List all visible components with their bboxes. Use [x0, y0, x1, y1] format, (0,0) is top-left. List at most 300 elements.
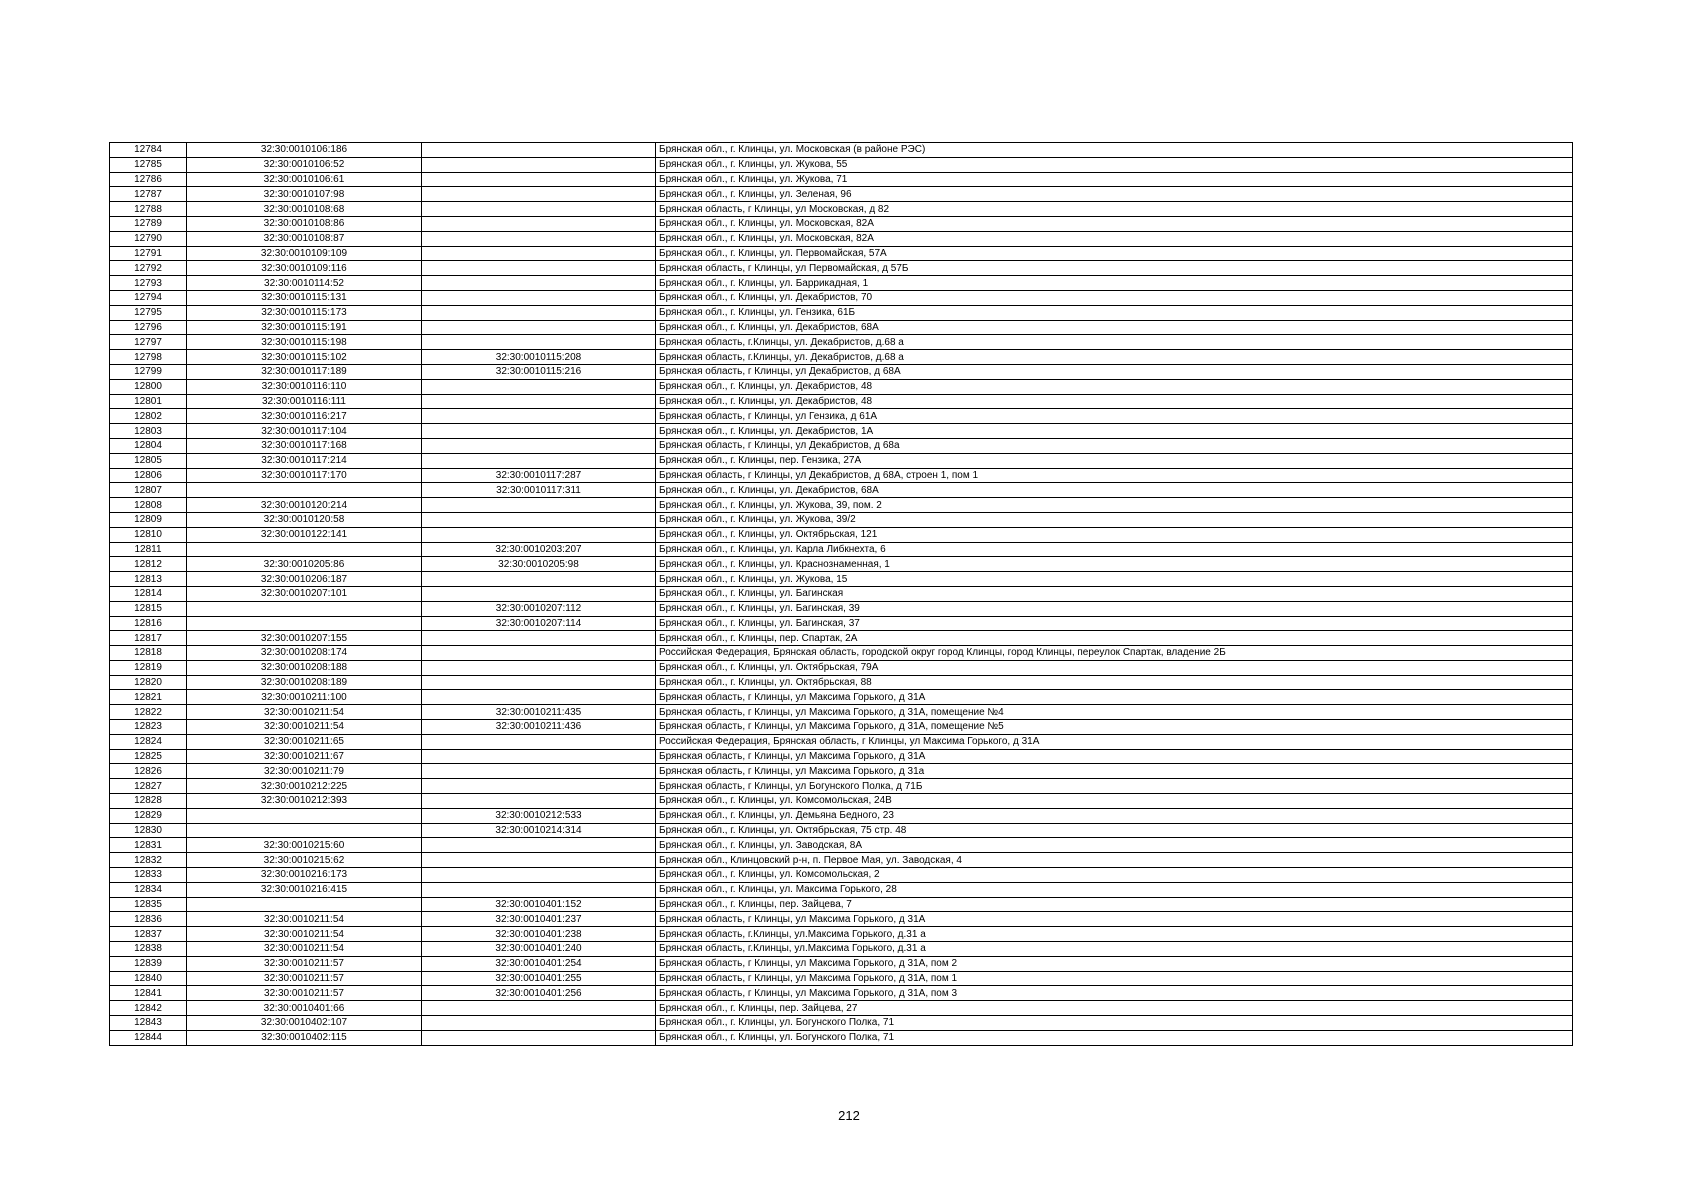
address-cell: Брянская обл., г. Клинцы, ул. Гензика, 61Б [656, 305, 1573, 320]
table-row [110, 956, 1573, 971]
table-row [110, 690, 1573, 705]
cadastral-number-object-cell [422, 1030, 656, 1045]
row-number-cell: 12835 [110, 897, 187, 912]
table-row [110, 246, 1573, 261]
table-row [110, 527, 1573, 542]
table-row [110, 483, 1573, 498]
cadastral-number-object-cell [422, 586, 656, 601]
address-cell: Брянская область, г.Клинцы, ул.Максима Горького, д.31 а [656, 927, 1573, 942]
row-number-cell: 12820 [110, 675, 187, 690]
row-number-cell: 12800 [110, 379, 187, 394]
row-number-cell: 12799 [110, 364, 187, 379]
row-number-cell: 12826 [110, 764, 187, 779]
page-number: 212 [838, 1108, 860, 1123]
row-number-cell: 12794 [110, 290, 187, 305]
cadastral-number-object-cell [422, 424, 656, 439]
row-number-cell: 12825 [110, 749, 187, 764]
row-number-cell: 12805 [110, 453, 187, 468]
cadastral-number-object-cell: 32:30:0010203:207 [422, 542, 656, 557]
address-cell: Брянская обл., г. Клинцы, ул. Декабристов, 68А [656, 320, 1573, 335]
cadastral-number-object-cell: 32:30:0010401:152 [422, 897, 656, 912]
cadastral-number-parcel-cell [187, 823, 422, 838]
row-number-cell: 12840 [110, 971, 187, 986]
cadastral-number-object-cell: 32:30:0010214:314 [422, 823, 656, 838]
cadastral-number-parcel-cell [187, 616, 422, 631]
cadastral-number-parcel-cell: 32:30:0010115:131 [187, 290, 422, 305]
address-cell: Брянская обл., г. Клинцы, ул. Жукова, 15 [656, 572, 1573, 587]
table-row [110, 143, 1573, 158]
cadastral-number-parcel-cell: 32:30:0010108:87 [187, 231, 422, 246]
cadastral-number-object-cell [422, 143, 656, 158]
cadastral-number-parcel-cell: 32:30:0010107:98 [187, 187, 422, 202]
address-cell: Брянская область, г Клинцы, ул Максима Горького, д 31А [656, 749, 1573, 764]
address-cell: Российская Федерация, Брянская область, городской округ город Клинцы, город Клинцы, переулок Спартак, владение 2Б [656, 646, 1573, 661]
table-row [110, 542, 1573, 557]
address-cell: Брянская обл., г. Клинцы, ул. Московская (в районе РЭС) [656, 143, 1573, 158]
row-number-cell: 12806 [110, 468, 187, 483]
address-cell: Брянская обл., г. Клинцы, ул. Заводская, 8А [656, 838, 1573, 853]
address-cell: Брянская обл., Клинцовский р-н, п. Первое Мая, ул. Заводская, 4 [656, 853, 1573, 868]
row-number-cell: 12789 [110, 216, 187, 231]
row-number-cell: 12785 [110, 157, 187, 172]
cadastral-number-parcel-cell: 32:30:0010215:62 [187, 853, 422, 868]
address-cell: Брянская обл., г. Клинцы, ул. Октябрьская, 75 стр. 48 [656, 823, 1573, 838]
row-number-cell: 12834 [110, 882, 187, 897]
address-cell: Брянская обл., г. Клинцы, ул. Баррикадная, 1 [656, 276, 1573, 291]
table-row [110, 157, 1573, 172]
cadastral-number-parcel-cell: 32:30:0010115:173 [187, 305, 422, 320]
row-number-cell: 12828 [110, 794, 187, 809]
address-cell: Брянская область, г Клинцы, ул Максима Горького, д 31А, пом 1 [656, 971, 1573, 986]
cadastral-number-object-cell: 32:30:0010207:112 [422, 601, 656, 616]
row-number-cell: 12816 [110, 616, 187, 631]
cadastral-number-parcel-cell: 32:30:0010216:173 [187, 868, 422, 883]
cadastral-number-parcel-cell: 32:30:0010106:52 [187, 157, 422, 172]
table-row [110, 453, 1573, 468]
cadastral-number-parcel-cell: 32:30:0010117:170 [187, 468, 422, 483]
address-cell: Брянская область, г Клинцы, ул Декабристов, д 68А, строен 1, пом 1 [656, 468, 1573, 483]
row-number-cell: 12798 [110, 350, 187, 365]
table-row [110, 261, 1573, 276]
address-cell: Брянская обл., г. Клинцы, ул. Богунского Полка, 71 [656, 1030, 1573, 1045]
cadastral-number-object-cell: 32:30:0010212:533 [422, 808, 656, 823]
table-row [110, 646, 1573, 661]
table-row [110, 882, 1573, 897]
address-cell: Брянская обл., г. Клинцы, ул. Декабристов, 70 [656, 290, 1573, 305]
row-number-cell: 12813 [110, 572, 187, 587]
table-row [110, 364, 1573, 379]
address-cell: Брянская обл., г. Клинцы, ул. Октябрьская, 121 [656, 527, 1573, 542]
cadastral-number-object-cell [422, 1001, 656, 1016]
row-number-cell: 12810 [110, 527, 187, 542]
table-row [110, 631, 1573, 646]
address-cell: Брянская обл., г. Клинцы, ул. Жукова, 55 [656, 157, 1573, 172]
address-cell: Брянская область, г.Клинцы, ул. Декабристов, д.68 а [656, 335, 1573, 350]
cadastral-number-parcel-cell: 32:30:0010215:60 [187, 838, 422, 853]
cadastral-number-parcel-cell [187, 808, 422, 823]
table-row [110, 720, 1573, 735]
row-number-cell: 12791 [110, 246, 187, 261]
table-row [110, 379, 1573, 394]
table-row [110, 986, 1573, 1001]
address-cell: Брянская область, г Клинцы, ул Богунского Полка, д 71Б [656, 779, 1573, 794]
cadastral-number-object-cell [422, 853, 656, 868]
cadastral-number-parcel-cell: 32:30:0010207:101 [187, 586, 422, 601]
table-row [110, 601, 1573, 616]
cadastral-number-object-cell [422, 660, 656, 675]
address-cell: Брянская область, г Клинцы, ул Максима Горького, д 31А, помещение №4 [656, 705, 1573, 720]
cadastral-number-parcel-cell: 32:30:0010117:168 [187, 438, 422, 453]
cadastral-number-parcel-cell: 32:30:0010211:65 [187, 734, 422, 749]
table-row [110, 305, 1573, 320]
cadastral-number-object-cell [422, 261, 656, 276]
cadastral-number-object-cell [422, 394, 656, 409]
address-cell: Брянская обл., г. Клинцы, ул. Московская, 82А [656, 216, 1573, 231]
cadastral-number-object-cell: 32:30:0010207:114 [422, 616, 656, 631]
cadastral-number-parcel-cell: 32:30:0010211:100 [187, 690, 422, 705]
cadastral-number-object-cell [422, 187, 656, 202]
cadastral-number-object-cell [422, 675, 656, 690]
cadastral-number-object-cell: 32:30:0010117:311 [422, 483, 656, 498]
row-number-cell: 12812 [110, 557, 187, 572]
table-row [110, 498, 1573, 513]
cadastral-number-parcel-cell: 32:30:0010122:141 [187, 527, 422, 542]
table-row [110, 912, 1573, 927]
cadastral-number-object-cell: 32:30:0010211:436 [422, 720, 656, 735]
cadastral-number-object-cell [422, 216, 656, 231]
row-number-cell: 12811 [110, 542, 187, 557]
table-row [110, 779, 1573, 794]
table-row [110, 971, 1573, 986]
row-number-cell: 12831 [110, 838, 187, 853]
row-number-cell: 12824 [110, 734, 187, 749]
table-row [110, 897, 1573, 912]
row-number-cell: 12833 [110, 868, 187, 883]
registry-table [109, 142, 1573, 1046]
cadastral-number-parcel-cell [187, 601, 422, 616]
cadastral-number-object-cell [422, 572, 656, 587]
address-cell: Брянская обл., г. Клинцы, ул. Первомайская, 57А [656, 246, 1573, 261]
row-number-cell: 12795 [110, 305, 187, 320]
row-number-cell: 12808 [110, 498, 187, 513]
row-number-cell: 12844 [110, 1030, 187, 1045]
cadastral-number-object-cell: 32:30:0010211:435 [422, 705, 656, 720]
table-row [110, 172, 1573, 187]
table-row [110, 350, 1573, 365]
cadastral-number-parcel-cell: 32:30:0010114:52 [187, 276, 422, 291]
cadastral-number-object-cell: 32:30:0010401:240 [422, 942, 656, 957]
row-number-cell: 12821 [110, 690, 187, 705]
table-row [110, 231, 1573, 246]
cadastral-number-parcel-cell: 32:30:0010120:58 [187, 512, 422, 527]
cadastral-number-object-cell [422, 838, 656, 853]
table-row [110, 823, 1573, 838]
cadastral-number-object-cell [422, 290, 656, 305]
cadastral-number-parcel-cell: 32:30:0010106:61 [187, 172, 422, 187]
cadastral-number-object-cell: 32:30:0010401:254 [422, 956, 656, 971]
table-row [110, 216, 1573, 231]
table-row [110, 734, 1573, 749]
address-cell: Брянская обл., г. Клинцы, ул. Жукова, 71 [656, 172, 1573, 187]
cadastral-number-parcel-cell: 32:30:0010117:214 [187, 453, 422, 468]
cadastral-number-object-cell: 32:30:0010205:98 [422, 557, 656, 572]
address-cell: Брянская обл., г. Клинцы, ул. Комсомольская, 2 [656, 868, 1573, 883]
table-row [110, 557, 1573, 572]
cadastral-number-parcel-cell: 32:30:0010211:57 [187, 956, 422, 971]
cadastral-number-parcel-cell: 32:30:0010211:54 [187, 705, 422, 720]
address-cell: Брянская область, г.Клинцы, ул. Декабристов, д.68 а [656, 350, 1573, 365]
cadastral-number-parcel-cell: 32:30:0010211:54 [187, 942, 422, 957]
row-number-cell: 12841 [110, 986, 187, 1001]
address-cell: Брянская обл., г. Клинцы, ул. Демьяна Бедного, 23 [656, 808, 1573, 823]
row-number-cell: 12814 [110, 586, 187, 601]
cadastral-number-object-cell [422, 438, 656, 453]
address-cell: Брянская обл., г. Клинцы, пер. Спартак, 2А [656, 631, 1573, 646]
cadastral-number-parcel-cell: 32:30:0010211:54 [187, 927, 422, 942]
address-cell: Брянская область, г Клинцы, ул Декабристов, д 68А [656, 364, 1573, 379]
cadastral-number-parcel-cell: 32:30:0010205:86 [187, 557, 422, 572]
cadastral-number-object-cell [422, 246, 656, 261]
address-cell: Брянская область, г Клинцы, ул Декабристов, д 68а [656, 438, 1573, 453]
cadastral-number-parcel-cell: 32:30:0010108:68 [187, 202, 422, 217]
cadastral-number-object-cell [422, 453, 656, 468]
cadastral-number-parcel-cell: 32:30:0010211:54 [187, 912, 422, 927]
cadastral-number-parcel-cell: 32:30:0010116:111 [187, 394, 422, 409]
row-number-cell: 12823 [110, 720, 187, 735]
row-number-cell: 12817 [110, 631, 187, 646]
address-cell: Брянская обл., г. Клинцы, ул. Московская, 82А [656, 231, 1573, 246]
table-row [110, 1030, 1573, 1045]
cadastral-number-object-cell [422, 498, 656, 513]
address-cell: Брянская обл., г. Клинцы, ул. Багинская, 37 [656, 616, 1573, 631]
row-number-cell: 12793 [110, 276, 187, 291]
row-number-cell: 12818 [110, 646, 187, 661]
cadastral-number-parcel-cell: 32:30:0010211:54 [187, 720, 422, 735]
row-number-cell: 12809 [110, 512, 187, 527]
address-cell: Брянская область, г Клинцы, ул Максима Горького, д 31А, помещение №5 [656, 720, 1573, 735]
row-number-cell: 12836 [110, 912, 187, 927]
row-number-cell: 12822 [110, 705, 187, 720]
row-number-cell: 12807 [110, 483, 187, 498]
address-cell: Брянская обл., г. Клинцы, ул. Октябрьская, 79А [656, 660, 1573, 675]
address-cell: Брянская обл., г. Клинцы, ул. Декабристов, 48 [656, 379, 1573, 394]
table-row [110, 586, 1573, 601]
cadastral-number-object-cell: 32:30:0010401:238 [422, 927, 656, 942]
address-cell: Брянская область, г Клинцы, ул Максима Горького, д 31А [656, 690, 1573, 705]
cadastral-number-parcel-cell: 32:30:0010117:189 [187, 364, 422, 379]
cadastral-number-parcel-cell: 32:30:0010211:57 [187, 986, 422, 1001]
cadastral-number-parcel-cell: 32:30:0010211:57 [187, 971, 422, 986]
cadastral-number-parcel-cell: 32:30:0010216:415 [187, 882, 422, 897]
address-cell: Брянская область, г.Клинцы, ул.Максима Горького, д.31 а [656, 942, 1573, 957]
cadastral-number-parcel-cell: 32:30:0010115:102 [187, 350, 422, 365]
row-number-cell: 12819 [110, 660, 187, 675]
table-row [110, 320, 1573, 335]
cadastral-number-parcel-cell: 32:30:0010211:79 [187, 764, 422, 779]
table-row [110, 927, 1573, 942]
cadastral-number-object-cell [422, 527, 656, 542]
row-number-cell: 12797 [110, 335, 187, 350]
table-row [110, 290, 1573, 305]
address-cell: Брянская обл., г. Клинцы, ул. Багинская, 39 [656, 601, 1573, 616]
table-row [110, 409, 1573, 424]
address-cell: Брянская обл., г. Клинцы, ул. Жукова, 39/2 [656, 512, 1573, 527]
row-number-cell: 12839 [110, 956, 187, 971]
cadastral-number-object-cell [422, 794, 656, 809]
cadastral-number-object-cell [422, 749, 656, 764]
table-row [110, 424, 1573, 439]
row-number-cell: 12796 [110, 320, 187, 335]
table-row [110, 705, 1573, 720]
cadastral-number-parcel-cell: 32:30:0010212:225 [187, 779, 422, 794]
cadastral-number-object-cell [422, 779, 656, 794]
table-row [110, 512, 1573, 527]
cadastral-number-object-cell [422, 157, 656, 172]
cadastral-number-parcel-cell: 32:30:0010208:189 [187, 675, 422, 690]
row-number-cell: 12802 [110, 409, 187, 424]
cadastral-number-parcel-cell: 32:30:0010401:66 [187, 1001, 422, 1016]
address-cell: Брянская область, г Клинцы, ул Максима Горького, д 31а [656, 764, 1573, 779]
cadastral-number-object-cell [422, 276, 656, 291]
cadastral-number-object-cell [422, 512, 656, 527]
cadastral-number-object-cell [422, 631, 656, 646]
cadastral-number-object-cell [422, 409, 656, 424]
cadastral-number-parcel-cell: 32:30:0010116:110 [187, 379, 422, 394]
cadastral-number-object-cell [422, 305, 656, 320]
table-row [110, 572, 1573, 587]
table-row [110, 616, 1573, 631]
cadastral-number-parcel-cell: 32:30:0010402:107 [187, 1016, 422, 1031]
cadastral-number-parcel-cell: 32:30:0010108:86 [187, 216, 422, 231]
row-number-cell: 12837 [110, 927, 187, 942]
cadastral-number-parcel-cell: 32:30:0010109:109 [187, 246, 422, 261]
row-number-cell: 12790 [110, 231, 187, 246]
address-cell: Брянская область, г Клинцы, ул Максима Горького, д 31А [656, 912, 1573, 927]
cadastral-number-object-cell: 32:30:0010115:208 [422, 350, 656, 365]
cadastral-number-parcel-cell [187, 542, 422, 557]
table-row [110, 853, 1573, 868]
cadastral-number-object-cell [422, 172, 656, 187]
cadastral-number-object-cell [422, 1016, 656, 1031]
table-row [110, 1016, 1573, 1031]
address-cell: Брянская область, г Клинцы, ул Московская, д 82 [656, 202, 1573, 217]
table-row [110, 942, 1573, 957]
row-number-cell: 12838 [110, 942, 187, 957]
cadastral-number-object-cell: 32:30:0010117:287 [422, 468, 656, 483]
address-cell: Брянская область, г Клинцы, ул Первомайская, д 57Б [656, 261, 1573, 276]
table-row [110, 335, 1573, 350]
cadastral-number-parcel-cell: 32:30:0010208:174 [187, 646, 422, 661]
address-cell: Российская Федерация, Брянская область, г Клинцы, ул Максима Горького, д 31А [656, 734, 1573, 749]
cadastral-number-parcel-cell: 32:30:0010115:198 [187, 335, 422, 350]
row-number-cell: 12815 [110, 601, 187, 616]
address-cell: Брянская обл., г. Клинцы, ул. Краснознаменная, 1 [656, 557, 1573, 572]
row-number-cell: 12832 [110, 853, 187, 868]
cadastral-number-parcel-cell: 32:30:0010109:116 [187, 261, 422, 276]
cadastral-number-object-cell [422, 690, 656, 705]
row-number-cell: 12827 [110, 779, 187, 794]
cadastral-number-object-cell: 32:30:0010401:255 [422, 971, 656, 986]
table-row [110, 808, 1573, 823]
address-cell: Брянская обл., г. Клинцы, пер. Зайцева, 27 [656, 1001, 1573, 1016]
table-row [110, 749, 1573, 764]
cadastral-number-parcel-cell: 32:30:0010116:217 [187, 409, 422, 424]
address-cell: Брянская обл., г. Клинцы, ул. Багинская [656, 586, 1573, 601]
cadastral-number-object-cell: 32:30:0010401:237 [422, 912, 656, 927]
table-row [110, 468, 1573, 483]
address-cell: Брянская обл., г. Клинцы, ул. Декабристов, 1А [656, 424, 1573, 439]
cadastral-number-parcel-cell [187, 897, 422, 912]
row-number-cell: 12803 [110, 424, 187, 439]
table-row [110, 660, 1573, 675]
row-number-cell: 12843 [110, 1016, 187, 1031]
cadastral-number-object-cell [422, 335, 656, 350]
cadastral-number-object-cell [422, 764, 656, 779]
cadastral-number-object-cell [422, 734, 656, 749]
cadastral-number-object-cell: 32:30:0010401:256 [422, 986, 656, 1001]
address-cell: Брянская обл., г. Клинцы, ул. Декабристов, 68А [656, 483, 1573, 498]
cadastral-number-object-cell [422, 646, 656, 661]
table-row [110, 187, 1573, 202]
row-number-cell: 12804 [110, 438, 187, 453]
address-cell: Брянская обл., г. Клинцы, пер. Гензика, 27А [656, 453, 1573, 468]
row-number-cell: 12784 [110, 143, 187, 158]
cadastral-number-object-cell [422, 231, 656, 246]
row-number-cell: 12842 [110, 1001, 187, 1016]
cadastral-number-object-cell [422, 320, 656, 335]
table-row [110, 764, 1573, 779]
table-row [110, 276, 1573, 291]
row-number-cell: 12829 [110, 808, 187, 823]
row-number-cell: 12787 [110, 187, 187, 202]
row-number-cell: 12830 [110, 823, 187, 838]
cadastral-number-parcel-cell: 32:30:0010208:188 [187, 660, 422, 675]
table-row [110, 438, 1573, 453]
cadastral-number-parcel-cell: 32:30:0010115:191 [187, 320, 422, 335]
table-row [110, 868, 1573, 883]
cadastral-number-parcel-cell [187, 483, 422, 498]
row-number-cell: 12792 [110, 261, 187, 276]
address-cell: Брянская обл., г. Клинцы, пер. Зайцева, 7 [656, 897, 1573, 912]
cadastral-number-object-cell: 32:30:0010115:216 [422, 364, 656, 379]
address-cell: Брянская обл., г. Клинцы, ул. Карла Либкнехта, 6 [656, 542, 1573, 557]
address-cell: Брянская обл., г. Клинцы, ул. Зеленая, 96 [656, 187, 1573, 202]
address-cell: Брянская область, г Клинцы, ул Максима Горького, д 31А, пом 2 [656, 956, 1573, 971]
cadastral-number-object-cell [422, 202, 656, 217]
address-cell: Брянская обл., г. Клинцы, ул. Максима Горького, 28 [656, 882, 1573, 897]
row-number-cell: 12786 [110, 172, 187, 187]
cadastral-number-parcel-cell: 32:30:0010117:104 [187, 424, 422, 439]
cadastral-number-parcel-cell: 32:30:0010211:67 [187, 749, 422, 764]
address-cell: Брянская обл., г. Клинцы, ул. Жукова, 39, пом. 2 [656, 498, 1573, 513]
table-row [110, 838, 1573, 853]
table-row [110, 794, 1573, 809]
cadastral-number-parcel-cell: 32:30:0010120:214 [187, 498, 422, 513]
row-number-cell: 12788 [110, 202, 187, 217]
cadastral-number-parcel-cell: 32:30:0010212:393 [187, 794, 422, 809]
table-row [110, 1001, 1573, 1016]
cadastral-number-parcel-cell: 32:30:0010207:155 [187, 631, 422, 646]
cadastral-number-object-cell [422, 379, 656, 394]
table-row [110, 202, 1573, 217]
cadastral-number-parcel-cell: 32:30:0010402:115 [187, 1030, 422, 1045]
table-row [110, 675, 1573, 690]
address-cell: Брянская обл., г. Клинцы, ул. Октябрьская, 88 [656, 675, 1573, 690]
cadastral-number-object-cell [422, 882, 656, 897]
registry-table-body [110, 143, 1573, 1046]
address-cell: Брянская область, г Клинцы, ул Максима Горького, д 31А, пом 3 [656, 986, 1573, 1001]
address-cell: Брянская обл., г. Клинцы, ул. Богунского Полка, 71 [656, 1016, 1573, 1031]
